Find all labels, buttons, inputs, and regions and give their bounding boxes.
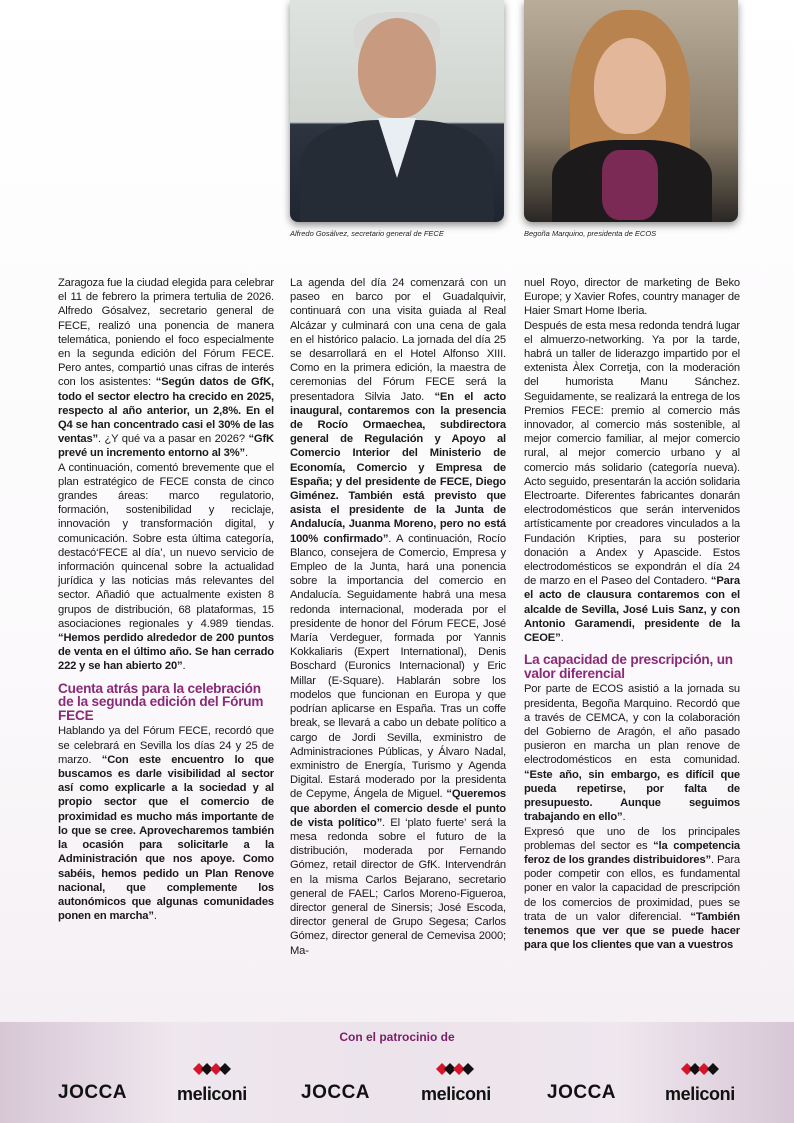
meliconi-logo: meliconi xyxy=(665,1084,735,1104)
photo-caption: Alfredo Gosálvez, secretario general de FECE xyxy=(290,229,444,238)
photo-begona-marquino xyxy=(524,0,738,222)
photo-alfredo-gosalvez xyxy=(290,0,504,222)
subheading: La capacidad de prescripción, un valor diferencial xyxy=(524,652,733,681)
paragraph: Después de esta mesa redonda tendrá lugar el almuerzo-networking. Ya por la tarde, habrá un taller de liderazgo impartido por el extenista Àlex Corretja, con la moderación del humorista Manu Sánchez. Seguidamente, se realizará la entrega de los Premios FECE: premio al comercio más innovador, al comercio más sostenible, al mejor comercio familiar, al mejor comercio rural, al mejor comercio urbano y al comercio más solidario (categoría nueva). Acto seguido, presentarán la acción solidaria Electroarte. Diferentes fabricantes donarán electrodomésticos que serán intervenidos artísticamente por creadores vinculados a la Fundación Kripties, para su posterior donación a Andex y Apascide. Estos electrodomésticos se expondrán el día 24 de marzo en el Paseo del Contadero. “Para el acto de clausura contaremos con el alcalde de Sevilla, José Luis Sanz, y con Antonio Garamendi, presidente de la CEOE”. xyxy=(524,319,740,645)
jocca-logo: JOCCA xyxy=(58,1082,128,1103)
paragraph: nuel Royo, director de marketing de Beko Europe; y Xavier Rofes, country manager de Haier Smart Home Iberia. xyxy=(524,277,740,318)
meliconi-logo-mark xyxy=(681,1060,719,1078)
photo-caption: Begoña Marquino, presidenta de ECOS xyxy=(524,229,657,238)
paragraph: A continuación, comentó brevemente que el plan estratégico de FECE consta de cinco grandes áreas: marco regulatorio, formación, sostenibilidad y reciclaje, innovación y transformación digital, y comunicación. Sobre esta última categoría, destacó‘FECE al día’, un nuevo servicio de información quincenal sobre la actualidad jurídica y las noticias más relevantes del sector. Añadió que actualmente existen 8 grupos de distribución, 68 plataformas, 15 asociaciones regionales y 4.989 tiendas. “Hemos perdido alrededor de 200 puntos de venta en el último año. Se han cerrado 222 y se han abierto 20”. xyxy=(58,461,274,673)
article-column-2 xyxy=(290,276,506,958)
sponsor-title: Con el patrocinio de xyxy=(339,1030,455,1044)
article-column-3 xyxy=(524,276,740,952)
paragraph: Por parte de ECOS asistió a la jornada su presidenta, Begoña Marquino. Recordó que a través de CEMCA, y con la colaboración del Gobierno de Aragón, el año pasado pusieron en marcha un plan renove de electrodomésticos en esta comunidad. “Este año, sin embargo, es difícil que pueda repetirse, por falta de presupuesto. Aunque seguimos trabajando en ello”. xyxy=(524,683,740,824)
subheading: Cuenta atrás para la celebración de la segunda edición del Fórum FECE xyxy=(58,680,264,723)
jocca-logo: JOCCA xyxy=(301,1082,371,1103)
meliconi-logo: meliconi xyxy=(177,1084,247,1104)
paragraph: Expresó que uno de los principales problemas del sector es “la competencia feroz de los grandes distribuidores”. Para poder competir con ellos, es fundamental poner en valor la capacidad de prescripción de los comercios de proximidad, pues se trata de un valor diferencial. “También tenemos que ver que se puede hacer para que los clientes que van a vuestros xyxy=(524,825,740,952)
paragraph: La agenda del día 24 comenzará con un paseo en barco por el Guadalquivir, continuará con una visita guiada al Real Alcázar y culminará con una cena de gala en el histórico palacio. La jornada del día 25 se desarrollará en el Hotel Alfonso XIII. Como en la primera edición, la maestra de ceremonias del Fórum FECE será la presentadora Silvia Jato. “En el acto inaugural, contaremos con la presencia de Rocío Ormaechea, subdirectora general de Regulación y Apoyo al Comercio Interior del Ministerio de Economía, Comercio y Empresa de España; y del presidente de FECE, Diego Giménez. También está previsto que asista el presidente de la Junta de Andalucía, Juanma Moreno, pero no está 100% confirmado”. A continuación, Rocío Blanco, consejera de Comercio, Empresa y Empleo de la Junta, hará una ponencia sobre la importancia del comercio en Andalucía. Seguidamente habrá una mesa redonda internacional, moderada por el presidente de honor del Fórum FECE, José María Verdeguer, formada por Yannis Kokkaliaris (Expert International), Denis Boschard (Euronics Internacional) y Eric Millar (E-Square). Hablarán sobre los modelos que funcionan en Europa y que podrían aplicarse en España. Tras un coffe break, se llevará a cabo un debate político a cargo de Jordi Sevilla, exministro de Administraciones Públicas, y Álvaro Nadal, exministro de Energía, Turismo y Agenda Digital. Estará moderado por la presidenta de Cepyme, Ángela de Miguel. “Queremos que aborden el comercio desde el punto de vista político”. El ‘plato fuerte’ será la mesa redonda sobre el futuro de la distribución, moderada por Fernando Gómez, retail director de GfK. Intervendrán en la misma Carlos Bejarano, secretario general de FAEL; Carlos Moreno-Figueroa, director general de Sinersis; José Escoda, director general de Grupo Segesa; Carlos Gómez, director general de Cemevisa 2000; Ma- xyxy=(290,277,507,957)
paragraph: Zaragoza fue la ciudad elegida para celebrar el 11 de febrero la primera tertulia de 2026. Alfredo Gósalvez, secretario general de FECE, realizó una ponencia de manera telemática, poniendo el foco especialmente en la segunda edición del Fórum FECE. Pero antes, compartió unas cifras de interés con los asistentes: “Según datos de GfK, todo el sector electro ha crecido en 2025, respecto al año anterior, un 2,8%. En el Q4 se han concentrado casi el 30% de las ventas”. ¿Y qué va a pasar en 2026? “GfK prevé un incremento entorno al 3%”. xyxy=(58,277,274,460)
meliconi-logo-mark xyxy=(436,1060,474,1078)
jocca-logo: JOCCA xyxy=(547,1082,617,1103)
paragraph: Hablando ya del Fórum FECE, recordó que se celebrará en Sevilla los días 24 y 25 de marzo. “Con este encuentro lo que buscamos es darle visibilidad al sector así como explicarle a la sociedad y al propio sector que el comercio de proximidad es mucho más importante de lo que se cree. Aprovecharemos también la ocasión para solicitarle a la Administración que nos apoye. Como sabéis, hemos pedido un Plan Renove nacional, que complemente los autonómicos que algunas comunidades ponen en marcha”. xyxy=(58,725,274,923)
meliconi-logo: meliconi xyxy=(421,1084,491,1104)
article-column-1 xyxy=(58,276,274,923)
meliconi-logo-mark xyxy=(193,1060,231,1078)
